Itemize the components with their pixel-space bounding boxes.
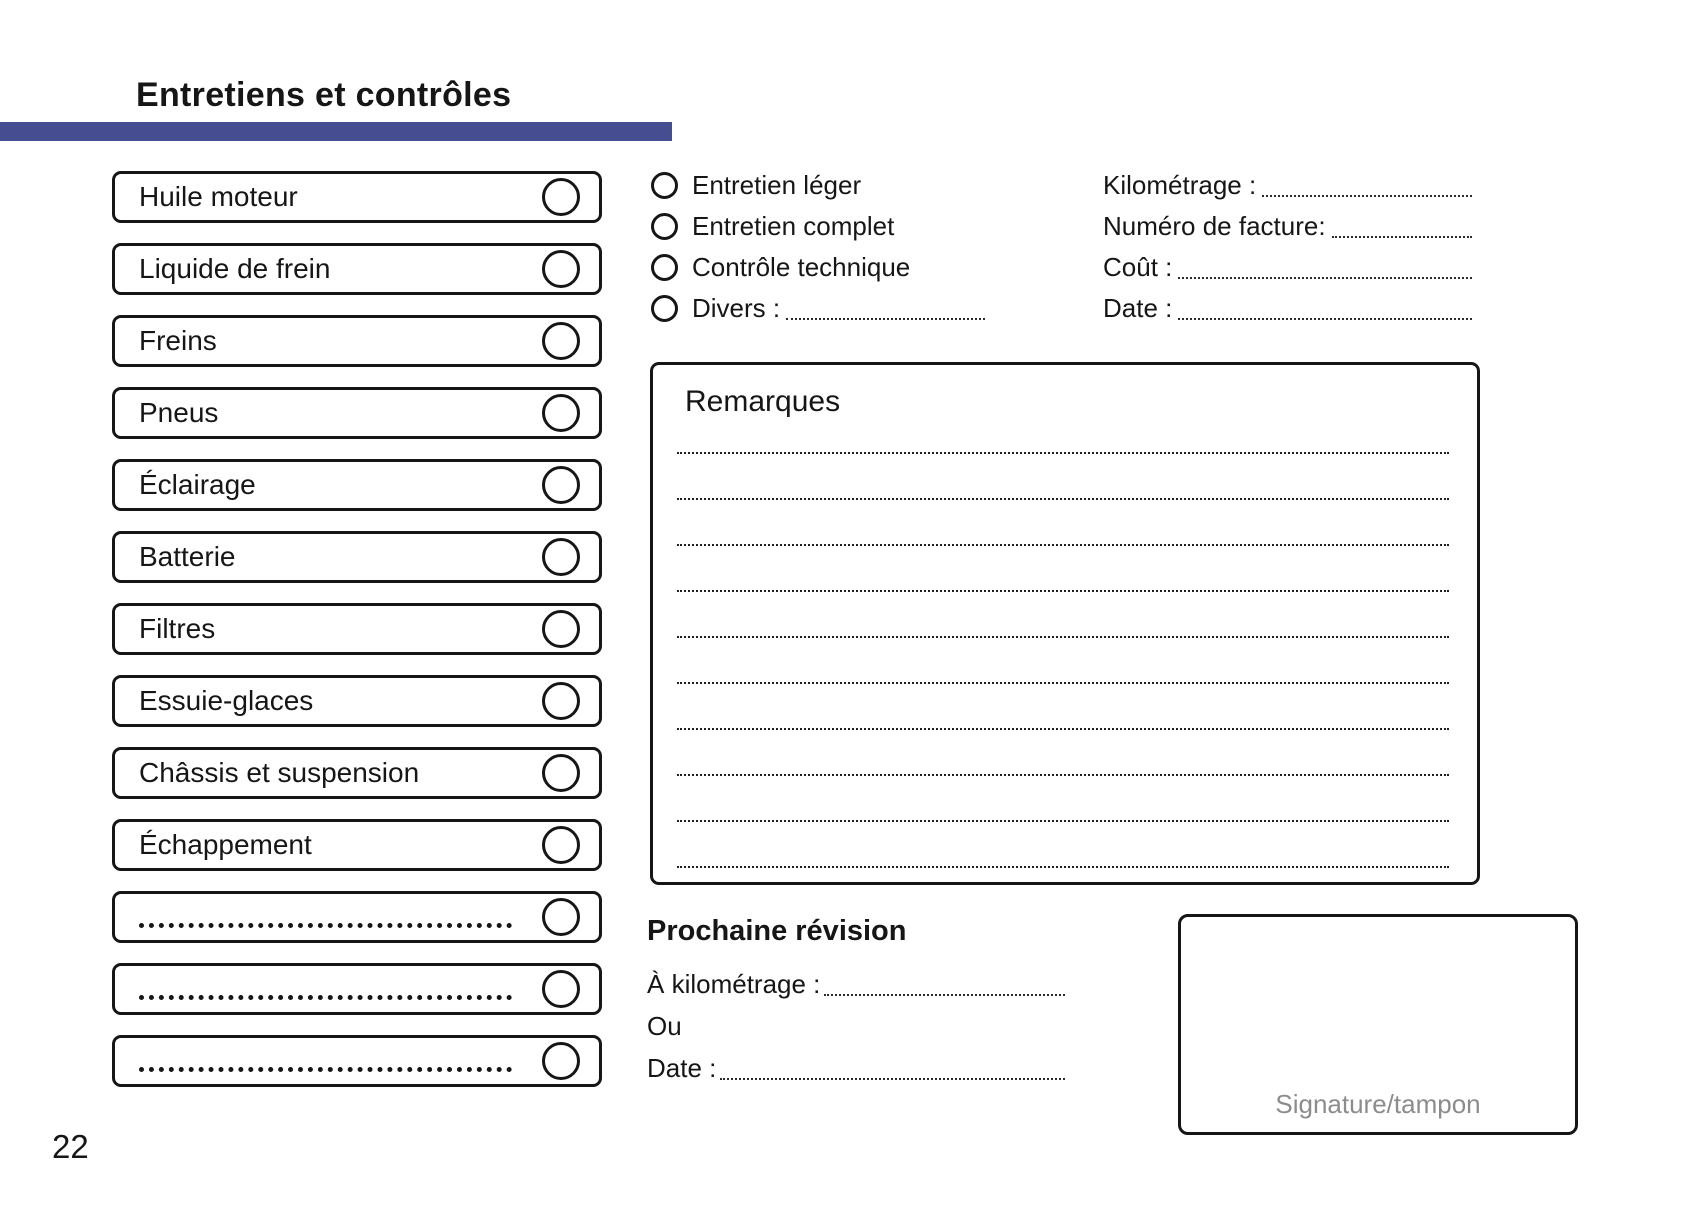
service-option-divers <box>651 288 985 329</box>
service-option-label: Entretien complet <box>692 211 895 241</box>
signature-stamp-box[interactable] <box>1178 914 1578 1135</box>
field-numero-de-facture <box>1103 206 1472 247</box>
checklist-item-label: Pneus <box>139 397 219 428</box>
checklist-item-liquide-de-frein <box>112 243 602 295</box>
remarks-write-in-line[interactable] <box>677 454 1449 500</box>
checkbox-circle[interactable] <box>542 538 580 576</box>
field-label: Kilométrage : <box>1103 170 1257 200</box>
checklist-item-custom-1 <box>112 891 602 943</box>
checklist-item-freins <box>112 315 602 367</box>
divers-write-in-line[interactable] <box>786 318 985 320</box>
remarks-write-in-line[interactable] <box>677 638 1449 684</box>
radio-circle[interactable] <box>651 213 678 240</box>
checkbox-circle[interactable] <box>542 754 580 792</box>
checklist-item-essuie-glaces <box>112 675 602 727</box>
checklist-item-label: Filtres <box>139 613 216 644</box>
cout-write-in-line[interactable] <box>1178 277 1472 279</box>
checklist-item-label: Freins <box>139 325 217 356</box>
checklist-item-label: Échappement <box>139 829 312 860</box>
checkbox-circle[interactable] <box>542 898 580 936</box>
checkbox-circle[interactable] <box>542 250 580 288</box>
checkbox-circle[interactable] <box>542 610 580 648</box>
remarks-write-in-line[interactable] <box>677 730 1449 776</box>
checklist-item-label: Châssis et suspension <box>139 757 420 788</box>
service-option-controle-technique <box>651 247 985 288</box>
checkbox-circle[interactable] <box>542 826 580 864</box>
service-option-entretien-complet <box>651 206 985 247</box>
kilometrage-write-in-line[interactable] <box>1262 195 1472 197</box>
checkbox-circle[interactable] <box>542 322 580 360</box>
next-revision-title: Prochaine révision <box>647 915 907 947</box>
remarks-write-in-line[interactable] <box>677 592 1449 638</box>
page-title: Entretiens et contrôles <box>136 76 512 114</box>
blank-write-in-line[interactable] <box>139 923 512 928</box>
field-label: Date : <box>1103 293 1173 323</box>
remarks-write-in-line[interactable] <box>677 408 1449 454</box>
radio-circle[interactable] <box>651 254 678 281</box>
next-revision-rows <box>647 963 1065 1089</box>
remarks-write-in-line[interactable] <box>677 684 1449 730</box>
checklist-item-filtres <box>112 603 602 655</box>
next-date-write-in-line[interactable] <box>720 1078 1065 1080</box>
next-revision-or-label: Ou <box>647 1011 682 1041</box>
checklist-item-pneus <box>112 387 602 439</box>
page-number: 22 <box>52 1128 89 1165</box>
field-label: Numéro de facture: <box>1103 211 1326 241</box>
next-revision-km-row <box>647 963 1065 1005</box>
invoice-fields <box>1103 165 1472 329</box>
radio-circle[interactable] <box>651 295 678 322</box>
checklist-item-batterie <box>112 531 602 583</box>
checklist-item-custom-3 <box>112 1035 602 1087</box>
blank-write-in-line[interactable] <box>139 995 512 1000</box>
field-label: Coût : <box>1103 252 1173 282</box>
checklist-item-custom-2 <box>112 963 602 1015</box>
service-type-group <box>651 165 985 329</box>
checklist-item-chassis-et-suspension <box>112 747 602 799</box>
service-option-label: Divers : <box>692 293 781 323</box>
checkbox-circle[interactable] <box>542 1042 580 1080</box>
remarks-write-in-line[interactable] <box>677 822 1449 868</box>
checklist-item-huile-moteur <box>112 171 602 223</box>
checklist-item-label: Liquide de frein <box>139 253 331 284</box>
checklist-item-label: Batterie <box>139 541 236 572</box>
facture-write-in-line[interactable] <box>1332 236 1472 238</box>
remarks-box <box>650 362 1480 885</box>
maintenance-checklist <box>112 171 602 1087</box>
blank-write-in-line[interactable] <box>139 1067 512 1072</box>
checkbox-circle[interactable] <box>542 394 580 432</box>
remarks-write-in-line[interactable] <box>677 776 1449 822</box>
radio-circle[interactable] <box>651 172 678 199</box>
next-revision-km-label: À kilométrage : <box>647 969 821 999</box>
date-write-in-line[interactable] <box>1178 318 1472 320</box>
next-revision-section <box>647 915 1065 1089</box>
checklist-item-label: Éclairage <box>139 469 256 500</box>
next-revision-or-row <box>647 1005 1065 1047</box>
next-revision-date-row <box>647 1047 1065 1089</box>
checklist-item-eclairage <box>112 459 602 511</box>
next-revision-date-label: Date : <box>647 1053 717 1083</box>
checklist-item-echappement <box>112 819 602 871</box>
service-option-label: Contrôle technique <box>692 252 911 282</box>
checkbox-circle[interactable] <box>542 178 580 216</box>
signature-stamp-label: Signature/tampon <box>1275 1089 1481 1119</box>
remarks-lines <box>677 408 1449 868</box>
checkbox-circle[interactable] <box>542 970 580 1008</box>
checklist-item-label: Essuie-glaces <box>139 685 314 716</box>
field-date <box>1103 288 1472 329</box>
checklist-item-label: Huile moteur <box>139 181 298 212</box>
service-option-label: Entretien léger <box>692 170 862 200</box>
next-km-write-in-line[interactable] <box>824 994 1065 996</box>
remarks-write-in-line[interactable] <box>677 500 1449 546</box>
checkbox-circle[interactable] <box>542 682 580 720</box>
field-kilometrage <box>1103 165 1472 206</box>
field-cout <box>1103 247 1472 288</box>
title-accent-bar <box>0 122 672 141</box>
checkbox-circle[interactable] <box>542 466 580 504</box>
service-option-entretien-leger <box>651 165 985 206</box>
remarks-title: Remarques <box>685 385 841 418</box>
remarks-write-in-line[interactable] <box>677 546 1449 592</box>
